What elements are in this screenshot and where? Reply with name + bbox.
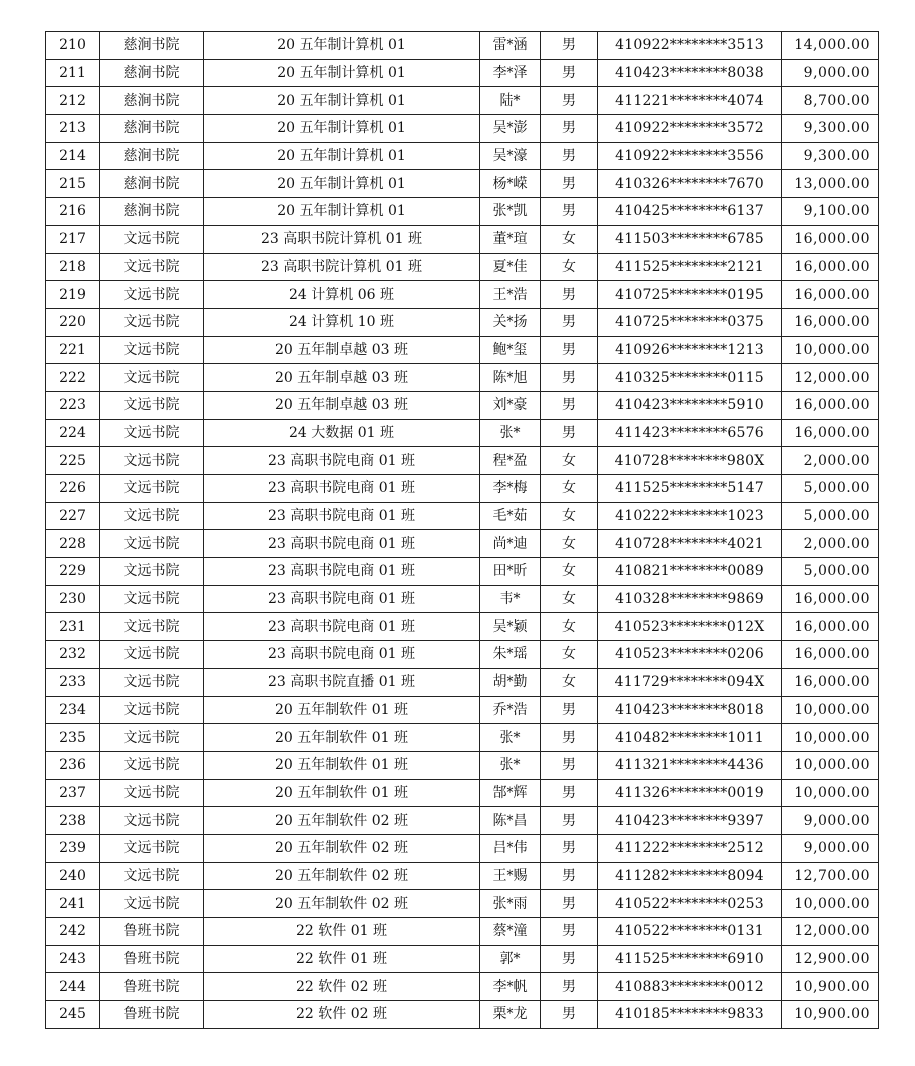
class-name-cell: 23 高职书院直播 01 班 bbox=[204, 668, 480, 696]
gender-cell: 男 bbox=[541, 115, 598, 143]
student-name-cell: 杨*嵘 bbox=[480, 170, 541, 198]
gender-cell: 女 bbox=[541, 253, 598, 281]
id-number-cell: 410185********9833 bbox=[598, 1001, 782, 1029]
class-name-cell: 20 五年制卓越 03 班 bbox=[204, 391, 480, 419]
amount-cell: 16,000.00 bbox=[782, 225, 879, 253]
college-name-cell: 慈涧书院 bbox=[100, 87, 204, 115]
college-name-cell: 鲁班书院 bbox=[100, 945, 204, 973]
class-name-cell: 22 软件 02 班 bbox=[204, 973, 480, 1001]
college-name-cell: 文远书院 bbox=[100, 585, 204, 613]
table-row bbox=[46, 945, 879, 973]
gender-cell: 女 bbox=[541, 447, 598, 475]
row-number-cell: 223 bbox=[46, 391, 100, 419]
gender-cell: 男 bbox=[541, 862, 598, 890]
gender-cell: 男 bbox=[541, 198, 598, 226]
amount-cell: 9,000.00 bbox=[782, 59, 879, 87]
id-number-cell: 411221********4074 bbox=[598, 87, 782, 115]
id-number-cell: 410821********0089 bbox=[598, 558, 782, 586]
gender-cell: 男 bbox=[541, 87, 598, 115]
class-name-cell: 24 计算机 06 班 bbox=[204, 281, 480, 309]
college-name-cell: 文远书院 bbox=[100, 890, 204, 918]
table-row bbox=[46, 419, 879, 447]
table-row bbox=[46, 890, 879, 918]
id-number-cell: 410523********0206 bbox=[598, 641, 782, 669]
amount-cell: 16,000.00 bbox=[782, 391, 879, 419]
college-name-cell: 文远书院 bbox=[100, 391, 204, 419]
class-name-cell: 23 高职书院电商 01 班 bbox=[204, 475, 480, 503]
class-name-cell: 20 五年制软件 01 班 bbox=[204, 724, 480, 752]
amount-cell: 16,000.00 bbox=[782, 641, 879, 669]
id-number-cell: 411503********6785 bbox=[598, 225, 782, 253]
row-number-cell: 213 bbox=[46, 115, 100, 143]
row-number-cell: 218 bbox=[46, 253, 100, 281]
amount-cell: 9,300.00 bbox=[782, 142, 879, 170]
table-row bbox=[46, 225, 879, 253]
gender-cell: 男 bbox=[541, 973, 598, 1001]
college-name-cell: 文远书院 bbox=[100, 807, 204, 835]
id-number-cell: 410423********8038 bbox=[598, 59, 782, 87]
table-row bbox=[46, 724, 879, 752]
college-name-cell: 文远书院 bbox=[100, 253, 204, 281]
gender-cell: 女 bbox=[541, 475, 598, 503]
college-name-cell: 文远书院 bbox=[100, 530, 204, 558]
row-number-cell: 226 bbox=[46, 475, 100, 503]
class-name-cell: 20 五年制卓越 03 班 bbox=[204, 336, 480, 364]
student-name-cell: 毛*茹 bbox=[480, 502, 541, 530]
college-name-cell: 文远书院 bbox=[100, 336, 204, 364]
gender-cell: 男 bbox=[541, 724, 598, 752]
amount-cell: 10,000.00 bbox=[782, 336, 879, 364]
id-number-cell: 410926********1213 bbox=[598, 336, 782, 364]
student-name-cell: 董*瑄 bbox=[480, 225, 541, 253]
gender-cell: 男 bbox=[541, 918, 598, 946]
student-name-cell: 陈*旭 bbox=[480, 364, 541, 392]
class-name-cell: 23 高职书院电商 01 班 bbox=[204, 558, 480, 586]
table-row bbox=[46, 585, 879, 613]
college-name-cell: 文远书院 bbox=[100, 668, 204, 696]
row-number-cell: 235 bbox=[46, 724, 100, 752]
class-name-cell: 20 五年制计算机 01 bbox=[204, 59, 480, 87]
student-name-cell: 李*梅 bbox=[480, 475, 541, 503]
class-name-cell: 23 高职书院电商 01 班 bbox=[204, 613, 480, 641]
gender-cell: 男 bbox=[541, 779, 598, 807]
row-number-cell: 236 bbox=[46, 751, 100, 779]
id-number-cell: 411222********2512 bbox=[598, 834, 782, 862]
college-name-cell: 慈涧书院 bbox=[100, 198, 204, 226]
id-number-cell: 410425********6137 bbox=[598, 198, 782, 226]
row-number-cell: 216 bbox=[46, 198, 100, 226]
class-name-cell: 23 高职书院电商 01 班 bbox=[204, 530, 480, 558]
row-number-cell: 233 bbox=[46, 668, 100, 696]
gender-cell: 女 bbox=[541, 585, 598, 613]
college-name-cell: 文远书院 bbox=[100, 558, 204, 586]
table-row bbox=[46, 558, 879, 586]
id-number-cell: 410523********012X bbox=[598, 613, 782, 641]
class-name-cell: 20 五年制计算机 01 bbox=[204, 198, 480, 226]
row-number-cell: 238 bbox=[46, 807, 100, 835]
row-number-cell: 240 bbox=[46, 862, 100, 890]
student-name-cell: 郭* bbox=[480, 945, 541, 973]
class-name-cell: 20 五年制计算机 01 bbox=[204, 142, 480, 170]
id-number-cell: 411321********4436 bbox=[598, 751, 782, 779]
student-name-cell: 陈*昌 bbox=[480, 807, 541, 835]
gender-cell: 男 bbox=[541, 142, 598, 170]
gender-cell: 女 bbox=[541, 613, 598, 641]
id-number-cell: 410922********3556 bbox=[598, 142, 782, 170]
table-row bbox=[46, 308, 879, 336]
amount-cell: 12,700.00 bbox=[782, 862, 879, 890]
table-row bbox=[46, 170, 879, 198]
amount-cell: 10,000.00 bbox=[782, 724, 879, 752]
college-name-cell: 文远书院 bbox=[100, 834, 204, 862]
class-name-cell: 23 高职书院电商 01 班 bbox=[204, 641, 480, 669]
amount-cell: 16,000.00 bbox=[782, 613, 879, 641]
amount-cell: 10,000.00 bbox=[782, 779, 879, 807]
row-number-cell: 232 bbox=[46, 641, 100, 669]
id-number-cell: 410222********1023 bbox=[598, 502, 782, 530]
student-name-cell: 尚*迪 bbox=[480, 530, 541, 558]
row-number-cell: 222 bbox=[46, 364, 100, 392]
id-number-cell: 411525********2121 bbox=[598, 253, 782, 281]
row-number-cell: 215 bbox=[46, 170, 100, 198]
id-number-cell: 410725********0195 bbox=[598, 281, 782, 309]
amount-cell: 9,300.00 bbox=[782, 115, 879, 143]
row-number-cell: 229 bbox=[46, 558, 100, 586]
student-name-cell: 刘*豪 bbox=[480, 391, 541, 419]
student-name-cell: 栗*龙 bbox=[480, 1001, 541, 1029]
roster-body bbox=[46, 32, 879, 1029]
table-row bbox=[46, 32, 879, 60]
id-number-cell: 411282********8094 bbox=[598, 862, 782, 890]
college-name-cell: 文远书院 bbox=[100, 475, 204, 503]
row-number-cell: 230 bbox=[46, 585, 100, 613]
row-number-cell: 245 bbox=[46, 1001, 100, 1029]
gender-cell: 男 bbox=[541, 391, 598, 419]
id-number-cell: 410728********4021 bbox=[598, 530, 782, 558]
class-name-cell: 23 高职书院电商 01 班 bbox=[204, 447, 480, 475]
student-name-cell: 蔡*潼 bbox=[480, 918, 541, 946]
id-number-cell: 410922********3513 bbox=[598, 32, 782, 60]
row-number-cell: 220 bbox=[46, 308, 100, 336]
table-row bbox=[46, 447, 879, 475]
class-name-cell: 20 五年制软件 01 班 bbox=[204, 696, 480, 724]
amount-cell: 10,000.00 bbox=[782, 890, 879, 918]
college-name-cell: 文远书院 bbox=[100, 751, 204, 779]
student-name-cell: 鲍*玺 bbox=[480, 336, 541, 364]
gender-cell: 男 bbox=[541, 1001, 598, 1029]
table-row bbox=[46, 87, 879, 115]
student-name-cell: 张* bbox=[480, 751, 541, 779]
amount-cell: 10,000.00 bbox=[782, 696, 879, 724]
class-name-cell: 22 软件 02 班 bbox=[204, 1001, 480, 1029]
gender-cell: 女 bbox=[541, 530, 598, 558]
amount-cell: 12,900.00 bbox=[782, 945, 879, 973]
amount-cell: 10,900.00 bbox=[782, 1001, 879, 1029]
id-number-cell: 410728********980X bbox=[598, 447, 782, 475]
college-name-cell: 文远书院 bbox=[100, 696, 204, 724]
row-number-cell: 234 bbox=[46, 696, 100, 724]
row-number-cell: 243 bbox=[46, 945, 100, 973]
class-name-cell: 23 高职书院电商 01 班 bbox=[204, 502, 480, 530]
student-name-cell: 关*扬 bbox=[480, 308, 541, 336]
class-name-cell: 20 五年制软件 01 班 bbox=[204, 751, 480, 779]
student-name-cell: 王*浩 bbox=[480, 281, 541, 309]
row-number-cell: 231 bbox=[46, 613, 100, 641]
gender-cell: 男 bbox=[541, 170, 598, 198]
class-name-cell: 22 软件 01 班 bbox=[204, 918, 480, 946]
amount-cell: 5,000.00 bbox=[782, 475, 879, 503]
class-name-cell: 22 软件 01 班 bbox=[204, 945, 480, 973]
college-name-cell: 文远书院 bbox=[100, 862, 204, 890]
row-number-cell: 221 bbox=[46, 336, 100, 364]
student-name-cell: 程*盈 bbox=[480, 447, 541, 475]
id-number-cell: 410328********9869 bbox=[598, 585, 782, 613]
gender-cell: 男 bbox=[541, 834, 598, 862]
row-number-cell: 241 bbox=[46, 890, 100, 918]
table-row bbox=[46, 530, 879, 558]
row-number-cell: 217 bbox=[46, 225, 100, 253]
student-name-cell: 朱*瑶 bbox=[480, 641, 541, 669]
id-number-cell: 410423********8018 bbox=[598, 696, 782, 724]
id-number-cell: 410423********5910 bbox=[598, 391, 782, 419]
id-number-cell: 411525********6910 bbox=[598, 945, 782, 973]
college-name-cell: 文远书院 bbox=[100, 225, 204, 253]
amount-cell: 13,000.00 bbox=[782, 170, 879, 198]
class-name-cell: 20 五年制软件 02 班 bbox=[204, 890, 480, 918]
table-row bbox=[46, 668, 879, 696]
table-row bbox=[46, 364, 879, 392]
gender-cell: 男 bbox=[541, 32, 598, 60]
college-name-cell: 慈涧书院 bbox=[100, 115, 204, 143]
table-row bbox=[46, 336, 879, 364]
id-number-cell: 410922********3572 bbox=[598, 115, 782, 143]
student-name-cell: 张*凯 bbox=[480, 198, 541, 226]
student-name-cell: 吴*颖 bbox=[480, 613, 541, 641]
id-number-cell: 410883********0012 bbox=[598, 973, 782, 1001]
student-name-cell: 田*昕 bbox=[480, 558, 541, 586]
id-number-cell: 410423********9397 bbox=[598, 807, 782, 835]
table-row bbox=[46, 807, 879, 835]
student-roster-table bbox=[45, 31, 879, 1029]
class-name-cell: 20 五年制卓越 03 班 bbox=[204, 364, 480, 392]
class-name-cell: 20 五年制计算机 01 bbox=[204, 87, 480, 115]
gender-cell: 男 bbox=[541, 945, 598, 973]
gender-cell: 男 bbox=[541, 364, 598, 392]
class-name-cell: 24 大数据 01 班 bbox=[204, 419, 480, 447]
row-number-cell: 228 bbox=[46, 530, 100, 558]
row-number-cell: 242 bbox=[46, 918, 100, 946]
amount-cell: 10,900.00 bbox=[782, 973, 879, 1001]
student-name-cell: 张*雨 bbox=[480, 890, 541, 918]
college-name-cell: 鲁班书院 bbox=[100, 1001, 204, 1029]
row-number-cell: 224 bbox=[46, 419, 100, 447]
college-name-cell: 慈涧书院 bbox=[100, 59, 204, 87]
college-name-cell: 慈涧书院 bbox=[100, 32, 204, 60]
table-row bbox=[46, 391, 879, 419]
class-name-cell: 20 五年制软件 01 班 bbox=[204, 779, 480, 807]
id-number-cell: 410522********0253 bbox=[598, 890, 782, 918]
college-name-cell: 文远书院 bbox=[100, 641, 204, 669]
table-row bbox=[46, 1001, 879, 1029]
class-name-cell: 20 五年制软件 02 班 bbox=[204, 834, 480, 862]
row-number-cell: 244 bbox=[46, 973, 100, 1001]
amount-cell: 12,000.00 bbox=[782, 364, 879, 392]
id-number-cell: 410482********1011 bbox=[598, 724, 782, 752]
class-name-cell: 23 高职书院计算机 01 班 bbox=[204, 225, 480, 253]
gender-cell: 男 bbox=[541, 419, 598, 447]
college-name-cell: 文远书院 bbox=[100, 364, 204, 392]
amount-cell: 16,000.00 bbox=[782, 668, 879, 696]
class-name-cell: 20 五年制计算机 01 bbox=[204, 115, 480, 143]
row-number-cell: 210 bbox=[46, 32, 100, 60]
class-name-cell: 20 五年制计算机 01 bbox=[204, 170, 480, 198]
gender-cell: 男 bbox=[541, 59, 598, 87]
gender-cell: 女 bbox=[541, 225, 598, 253]
college-name-cell: 文远书院 bbox=[100, 308, 204, 336]
row-number-cell: 237 bbox=[46, 779, 100, 807]
gender-cell: 男 bbox=[541, 890, 598, 918]
student-name-cell: 张* bbox=[480, 419, 541, 447]
college-name-cell: 文远书院 bbox=[100, 724, 204, 752]
table-row bbox=[46, 198, 879, 226]
amount-cell: 16,000.00 bbox=[782, 253, 879, 281]
row-number-cell: 225 bbox=[46, 447, 100, 475]
student-name-cell: 郜*辉 bbox=[480, 779, 541, 807]
gender-cell: 男 bbox=[541, 696, 598, 724]
gender-cell: 男 bbox=[541, 807, 598, 835]
college-name-cell: 慈涧书院 bbox=[100, 142, 204, 170]
amount-cell: 5,000.00 bbox=[782, 558, 879, 586]
college-name-cell: 文远书院 bbox=[100, 502, 204, 530]
gender-cell: 男 bbox=[541, 336, 598, 364]
table-row bbox=[46, 862, 879, 890]
student-name-cell: 吕*伟 bbox=[480, 834, 541, 862]
student-name-cell: 夏*佳 bbox=[480, 253, 541, 281]
class-name-cell: 20 五年制计算机 01 bbox=[204, 32, 480, 60]
table-row bbox=[46, 115, 879, 143]
class-name-cell: 20 五年制软件 02 班 bbox=[204, 862, 480, 890]
amount-cell: 9,100.00 bbox=[782, 198, 879, 226]
table-row bbox=[46, 696, 879, 724]
amount-cell: 16,000.00 bbox=[782, 585, 879, 613]
row-number-cell: 239 bbox=[46, 834, 100, 862]
gender-cell: 女 bbox=[541, 558, 598, 586]
college-name-cell: 文远书院 bbox=[100, 419, 204, 447]
college-name-cell: 鲁班书院 bbox=[100, 973, 204, 1001]
gender-cell: 男 bbox=[541, 308, 598, 336]
class-name-cell: 23 高职书院计算机 01 班 bbox=[204, 253, 480, 281]
college-name-cell: 鲁班书院 bbox=[100, 918, 204, 946]
college-name-cell: 文远书院 bbox=[100, 281, 204, 309]
table-row bbox=[46, 502, 879, 530]
id-number-cell: 411423********6576 bbox=[598, 419, 782, 447]
amount-cell: 12,000.00 bbox=[782, 918, 879, 946]
student-name-cell: 李*帆 bbox=[480, 973, 541, 1001]
student-name-cell: 王*赐 bbox=[480, 862, 541, 890]
amount-cell: 2,000.00 bbox=[782, 447, 879, 475]
student-name-cell: 吴*澎 bbox=[480, 115, 541, 143]
id-number-cell: 411326********0019 bbox=[598, 779, 782, 807]
row-number-cell: 212 bbox=[46, 87, 100, 115]
college-name-cell: 文远书院 bbox=[100, 613, 204, 641]
amount-cell: 2,000.00 bbox=[782, 530, 879, 558]
amount-cell: 16,000.00 bbox=[782, 281, 879, 309]
id-number-cell: 411729********094X bbox=[598, 668, 782, 696]
id-number-cell: 410325********0115 bbox=[598, 364, 782, 392]
student-name-cell: 胡*勤 bbox=[480, 668, 541, 696]
college-name-cell: 文远书院 bbox=[100, 779, 204, 807]
table-row bbox=[46, 253, 879, 281]
table-row bbox=[46, 475, 879, 503]
college-name-cell: 文远书院 bbox=[100, 447, 204, 475]
table-row bbox=[46, 142, 879, 170]
amount-cell: 8,700.00 bbox=[782, 87, 879, 115]
id-number-cell: 411525********5147 bbox=[598, 475, 782, 503]
amount-cell: 10,000.00 bbox=[782, 751, 879, 779]
amount-cell: 9,000.00 bbox=[782, 807, 879, 835]
row-number-cell: 211 bbox=[46, 59, 100, 87]
student-name-cell: 乔*浩 bbox=[480, 696, 541, 724]
student-name-cell: 韦* bbox=[480, 585, 541, 613]
student-name-cell: 雷*涵 bbox=[480, 32, 541, 60]
gender-cell: 男 bbox=[541, 281, 598, 309]
amount-cell: 16,000.00 bbox=[782, 308, 879, 336]
class-name-cell: 24 计算机 10 班 bbox=[204, 308, 480, 336]
table-row bbox=[46, 834, 879, 862]
id-number-cell: 410326********7670 bbox=[598, 170, 782, 198]
row-number-cell: 219 bbox=[46, 281, 100, 309]
table-row bbox=[46, 973, 879, 1001]
class-name-cell: 20 五年制软件 02 班 bbox=[204, 807, 480, 835]
gender-cell: 女 bbox=[541, 502, 598, 530]
table-row bbox=[46, 779, 879, 807]
id-number-cell: 410725********0375 bbox=[598, 308, 782, 336]
table-row bbox=[46, 281, 879, 309]
table-row bbox=[46, 613, 879, 641]
student-name-cell: 李*泽 bbox=[480, 59, 541, 87]
gender-cell: 女 bbox=[541, 668, 598, 696]
college-name-cell: 慈涧书院 bbox=[100, 170, 204, 198]
student-name-cell: 吴*濠 bbox=[480, 142, 541, 170]
student-name-cell: 张* bbox=[480, 724, 541, 752]
table-row bbox=[46, 59, 879, 87]
table-row bbox=[46, 641, 879, 669]
amount-cell: 14,000.00 bbox=[782, 32, 879, 60]
student-name-cell: 陆* bbox=[480, 87, 541, 115]
amount-cell: 9,000.00 bbox=[782, 834, 879, 862]
table-row bbox=[46, 751, 879, 779]
table-row bbox=[46, 918, 879, 946]
gender-cell: 男 bbox=[541, 751, 598, 779]
row-number-cell: 214 bbox=[46, 142, 100, 170]
id-number-cell: 410522********0131 bbox=[598, 918, 782, 946]
amount-cell: 16,000.00 bbox=[782, 419, 879, 447]
amount-cell: 5,000.00 bbox=[782, 502, 879, 530]
class-name-cell: 23 高职书院电商 01 班 bbox=[204, 585, 480, 613]
gender-cell: 女 bbox=[541, 641, 598, 669]
row-number-cell: 227 bbox=[46, 502, 100, 530]
